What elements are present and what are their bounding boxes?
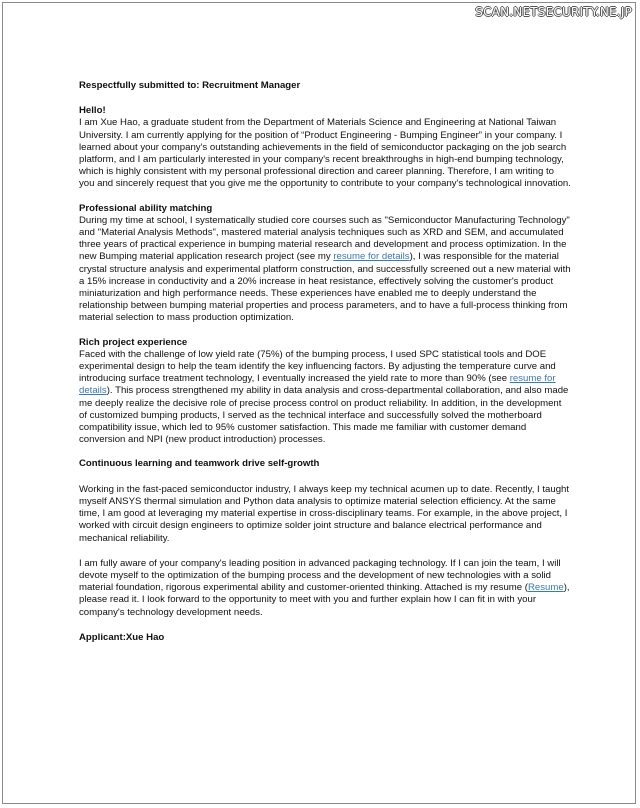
cover-letter [79, 80, 571, 644]
ability-text-b: ), I was responsible for the material crystal structure analysis and experimental platform construction, and successfully screened out a new material with a 15% increase in conductivity and a 20% increase in heat resistance, effectively solving the customer's product miniaturization and high performance needs. These experiences have enabled me to deeply understand the relationship between bumping material properties and process parameters, and to have a full-process thinking from material selection to mass production optimization. [79, 251, 571, 324]
section-heading-ability: Professional ability matching [79, 202, 213, 214]
greeting: Hello! [79, 105, 106, 117]
learning-paragraph: Working in the fast-paced semiconductor industry, I always keep my technical acumen up to date. Recently, I taught myself ANSYS thermal simulation and Python data analysis to optimize material selection efficiency. At the same time, I am good at leveraging my material expertise in cross-disciplinary teams. For example, in the above project, I worked with circuit design engineers to optimize solder joint structure and balance electrical performance and mechanical reliability. [79, 483, 570, 544]
watermark: SCAN.NETSECURITY.NE.JP [475, 5, 632, 19]
resume-details-link[interactable]: resume for details [333, 251, 410, 263]
section-heading-project: Rich project experience [79, 336, 188, 348]
ability-paragraph [79, 215, 571, 325]
signature: Applicant:Xue Hao [79, 631, 165, 643]
project-text-a: Faced with the challenge of low yield rate (75%) of the bumping process, I used SPC statistical tools and DOE experimental design to help the team identify the key influencing factors. By adjusting the temperature curve and introducing surface treatment technology, I eventually increased the yield rate to more than 90% (see [79, 348, 556, 385]
closing-paragraph [79, 558, 571, 619]
section-heading-learning: Continuous learning and teamwork drive self-growth [79, 458, 320, 470]
project-text-b: ). This process strengthened my ability in data analysis and cross-departmental collaboration, and also made me deeply realize the decisive role of precise process control on product reliability. In addition, in the development of customized bumping products, I served as the technical interface and successfully solved the motherboard compatibility issue, which led to 95% customer satisfaction. This made me familiar with customer demand conversion and NPI (new product introduction) processes. [79, 385, 569, 446]
ability-text-a: During my time at school, I systematically studied core courses such as "Semiconductor Manufacturing Technology" and "Material Analysis Methods", mastered material analysis techniques such as XRD and SEM, and accumulated three years of practical experience in bumping material research and development and process optimization. In the new Bumping material application research project (see my [79, 214, 570, 263]
resume-link[interactable]: Resume [528, 582, 564, 594]
closing-text-b: ), please read it. I look forward to the opportunity to meet with you and further explain how I can fit in with your company's technology development needs. [79, 582, 570, 618]
intro-paragraph: I am Xue Hao, a graduate student from the Department of Materials Science and Engineering at National Taiwan University. I am currently applying for the position of “Product Engineering - Bumping Engineer” in your company. I learned about your company's outstanding achievements in the field of semiconductor packaging on the job search platform, and I am particularly interested in your company's recent breakthroughs in high-end bumping technology, which is highly consistent with my personal professional direction and career planning. Therefore, I am writing to you and sincerely request that you give me the opportunity to contribute to your company's technological innovation. [79, 117, 571, 190]
closing-text-a: I am fully aware of your company's leading position in advanced packaging technology. If I can join the team, I will devote myself to the optimization of the bumping process and the development of new technologies with a solid material foundation, rigorous experimental ability and customer-oriented thinking. Attached is my resume ( [79, 557, 561, 594]
addressee: Respectfully submitted to: Recruitment Manager [79, 80, 301, 91]
project-paragraph [79, 349, 571, 447]
resume-details-link-2[interactable]: resume for details [79, 373, 556, 397]
